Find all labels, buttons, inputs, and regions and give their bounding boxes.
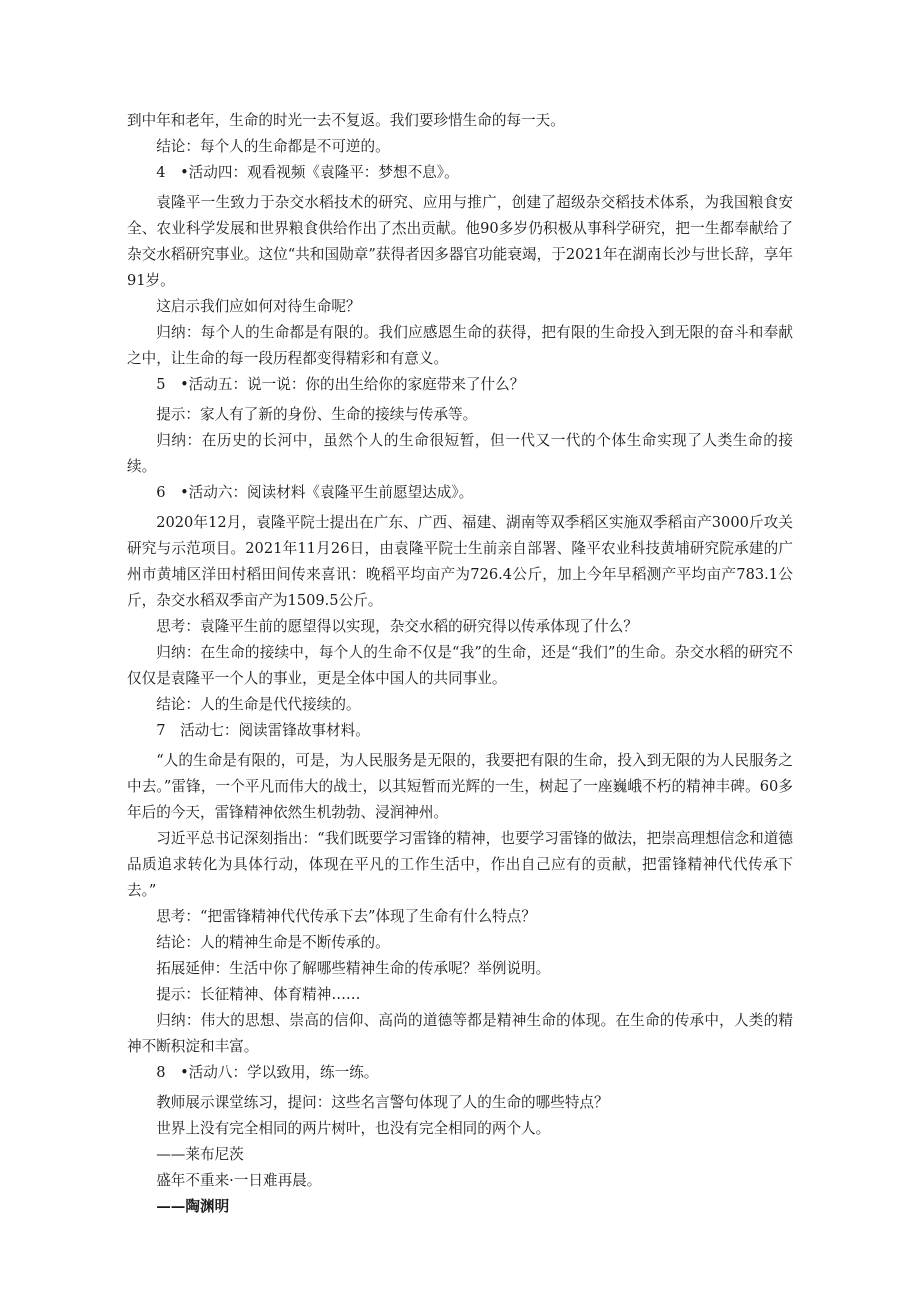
paragraph: 思考：“把雷锋精神代代传承下去”体现了生命有什么特点？ bbox=[156, 908, 536, 925]
paragraph: 归纳：伟大的思想、崇高的信仰、高尚的道德等都是精神生命的体现。在生命的传承中，人类的精神不断积淀和丰富。 bbox=[127, 1012, 793, 1055]
paragraph: 归纳：在生命的接续中，每个人的生命不仅是“我”的生命，还是“我们”的生命。杂交水稻的研究不仅仅是袁隆平一个人的事业，更是全体中国人的共同事业。 bbox=[127, 644, 793, 687]
activity-heading: 6 •活动六：阅读材料《袁隆平生前愿望达成》。 bbox=[156, 484, 474, 501]
paragraph: 习近平总书记深刻指出：“我们既要学习雷锋的精神，也要学习雷锋的做法，把崇高理想信念和道德品质追求转化为具体行动，体现在平凡的工作生活中，作出自己应有的贡献，把雷锋精神代代传承下去。” bbox=[127, 830, 793, 899]
paragraph: 归纳：在历史的长河中，虽然个人的生命很短暂，但一代又一代的个体生命实现了人类生命的接续。 bbox=[127, 432, 793, 475]
paragraph: 袁隆平一生致力于杂交水稻技术的研究、应用与推广，创建了超级杂交稻技术体系，为我国粮食安全、农业科学发展和世界粮食供给作出了杰出贡献。他90多岁仍积极从事科学研究，把一生都奉献给了杂交水稻研究事业。这位“共和国勋章”获得者因多器官功能衰竭，于2021年在湖南长沙与世长辞，享年91岁。 bbox=[127, 194, 793, 289]
paragraph: “人的生命是有限的，可是，为人民服务是无限的，我要把有限的生命，投入到无限的为人民服务之中去。”雷锋，一个平凡而伟大的战士，以其短暂而光辉的一生，树起了一座巍峨不朽的精神丰碑。60多年后的今天，雷锋精神依然生机勃勃、浸润神州。 bbox=[127, 752, 793, 821]
document-page bbox=[127, 108, 793, 1220]
paragraph: 2020年12月，袁隆平院士提出在广东、广西、福建、湖南等双季稻区实施双季稻亩产3000斤攻关研究与示范项目。2021年11月26日，由袁隆平院士生前亲自部署、隆平农业科技黄埔研究院承建的广州市黄埔区洋田村稻田间传来喜讯：晚稻平均亩产为726.4公斤，加上今年早稻测产平均亩产783.1公斤，杂交水稻双季亩产为1509.5公斤。 bbox=[127, 514, 793, 609]
activity-heading: 7 活动七：阅读雷锋故事材料。 bbox=[156, 722, 370, 739]
paragraph: 结论：人的精神生命是不断传承的。 bbox=[156, 934, 390, 951]
activity-heading: 5 •活动五：说一说：你的出生给你的家庭带来了什么？ bbox=[156, 376, 525, 393]
paragraph: 拓展延伸：生活中你了解哪些精神生命的传承呢？举例说明。 bbox=[156, 960, 551, 977]
paragraph: 结论：人的生命是代代接续的。 bbox=[156, 696, 361, 713]
paragraph: 结论：每个人的生命都是不可逆的。 bbox=[156, 138, 390, 155]
quote: 盛年不重来·一日难再晨。 bbox=[156, 1172, 322, 1189]
paragraph: 提示：长征精神、体育精神…… bbox=[156, 986, 361, 1003]
paragraph: 教师展示课堂练习，提问：这些名言警句体现了人的生命的哪些特点？ bbox=[156, 1094, 609, 1111]
paragraph: 归纳：每个人的生命都是有限的。我们应感恩生命的获得，把有限的生命投入到无限的奋斗和奉献之中，让生命的每一段历程都变得精彩和有意义。 bbox=[127, 324, 793, 367]
paragraph: 提示：家人有了新的身份、生命的接续与传承等。 bbox=[156, 406, 478, 423]
activity-heading: 4 •活动四：观看视频《袁隆平：梦想不息》。 bbox=[156, 164, 459, 181]
quote: 世界上没有完全相同的两片树叶，也没有完全相同的两个人。 bbox=[156, 1120, 551, 1137]
quote-author: ——莱布尼茨 bbox=[156, 1146, 244, 1163]
quote-author: ——陶渊明 bbox=[156, 1198, 230, 1215]
paragraph: 这启示我们应如何对待生命呢？ bbox=[156, 298, 361, 315]
paragraph: 到中年和老年，生命的时光一去不复返。我们要珍惜生命的每一天。 bbox=[127, 112, 565, 129]
paragraph: 思考：袁隆平生前的愿望得以实现，杂交水稻的研究得以传承体现了什么？ bbox=[156, 618, 638, 635]
activity-heading: 8 •活动八：学以致用，练一练。 bbox=[156, 1064, 379, 1081]
